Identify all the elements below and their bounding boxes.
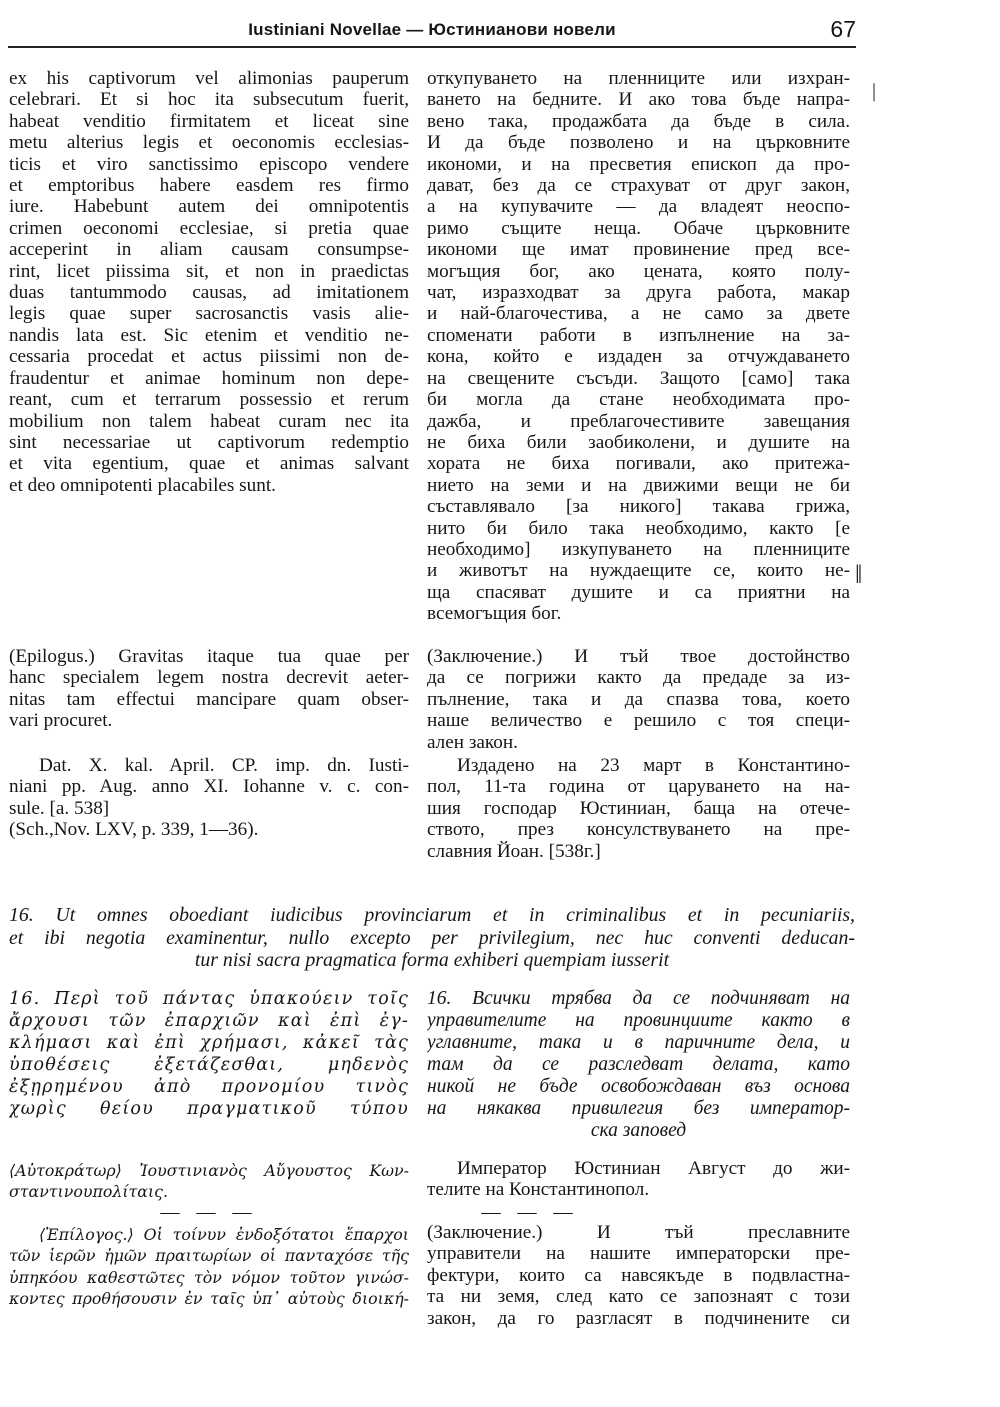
- text-line: съставлявало [за никого] такава грижа,: [427, 496, 850, 518]
- text-line: всемогъщия бог.: [427, 603, 562, 625]
- text-line: legis quae super sacrosanctis vasis alie-: [9, 303, 409, 325]
- text-line: могъщия бог, ако цената, която полу-: [427, 260, 850, 282]
- text-line: споменати работи в изпълнение на за-: [427, 324, 850, 346]
- text-line: кона, който е издаден за отчуждаването: [427, 346, 850, 368]
- separator-greek: — — —: [160, 1202, 258, 1223]
- text-line: nandis lata est. Sic etenim et venditio ne-: [9, 324, 409, 346]
- text-line: duas tantummodo causas, ad imitationem: [9, 282, 409, 304]
- text-line: χωρὶς θείου πραγματικοῦ τύπου: [9, 1099, 409, 1119]
- novel-16-title-line: 16. Ut omnes oboediant iudicibus provinciarum et in criminalibus et in pecuniariis,: [9, 904, 855, 926]
- text-line: (Заключение.) И тъй твое достойнство: [427, 646, 850, 667]
- text-line: Dat. X. kal. April. CP. imp. dn. Iusti-: [39, 755, 409, 776]
- greek-address: [9, 1160, 409, 1203]
- text-line: sint necessariae ut captivorum redemptio: [9, 431, 409, 453]
- text-line: управители на нашите императорски пре-: [427, 1243, 850, 1265]
- text-line: необходимо] изкупуването на пленниците: [427, 538, 850, 560]
- text-line: 16. Всички трябва да се подчиняват на: [427, 988, 850, 1009]
- text-line: κλήμασι καὶ ἐπὶ χρήμασι, κἀκεῖ τὰς: [9, 1033, 409, 1053]
- text-line: и най-благочестива, а не само за двете: [427, 303, 850, 325]
- text-line: cessaria procedat et actus piissimi non de-: [9, 346, 409, 368]
- text-line: et deo omnipotenti placabiles sunt.: [9, 474, 276, 496]
- text-line: ⟨Αὐτοκράτωρ⟩ Ἰουστινιανὸς Αὔγουστος Κων-: [9, 1161, 409, 1180]
- text-line: fraudentur et animae hominum non depe-: [9, 367, 409, 389]
- text-line: пълнение, така и да спазва това, което: [427, 688, 850, 710]
- text-line: нието на земи и на движими вещи не би: [427, 474, 850, 496]
- text-line: vari procuret.: [9, 710, 113, 732]
- text-line: не биха били заобиколени, и душите на: [427, 431, 850, 453]
- text-line: (Заключение.) И тъй преславните: [427, 1222, 850, 1243]
- novel-16-title-line: et ibi negotia examinentur, nullo excepto per privilegium, nec huc conventi deducan-: [9, 926, 855, 949]
- text-line: та ни земя, след като се запознаят с този: [427, 1286, 850, 1308]
- bulgarian-title-16: [427, 988, 850, 1142]
- text-line: никой не бъде освобождаван въз основа: [427, 1076, 850, 1097]
- text-line: rint, licet piissima sit, et non in praedictas: [9, 260, 409, 282]
- text-line: ването на бедните. И ако това бъде напра-: [427, 89, 850, 111]
- page-number: 67: [830, 16, 856, 42]
- text-line: hanc specialem legem nostra decrevit aeter-: [9, 667, 409, 689]
- text-line: ὑποθέσεις ἐξετάζεσθαι, μηδενὸς: [9, 1055, 409, 1075]
- text-line: закон, да го разгласят в подчинените си: [427, 1307, 850, 1329]
- text-line: Император Юстиниан Август до жи-: [457, 1158, 850, 1179]
- text-line: римо същите неща. Обаче църковните: [427, 217, 850, 239]
- text-line: ex his captivorum vel alimonias pauperum: [9, 68, 409, 89]
- text-line: и животът на нуждаещите се, които не-: [427, 560, 850, 582]
- novel-16-title-line: tur nisi sacra pragmatica forma exhiberi quempiam iusserit: [194, 949, 670, 971]
- text-line: τῶν ἱερῶν ἡμῶν πραιτωρίων οἱ πανταχόσε τῆς: [9, 1246, 409, 1266]
- text-line: ща спасяват душите и са приятни на: [427, 581, 850, 603]
- bulgarian-epilogus-2: [427, 1222, 850, 1329]
- bulgarian-address: [427, 1158, 850, 1201]
- text-line: пол, 11-та година от царуването на на-: [427, 776, 850, 798]
- greek-epilogus: [9, 1224, 409, 1310]
- text-line: фектури, които са навсякъде в подвластна-: [427, 1264, 850, 1286]
- text-line: Издадено на 23 март в Константино-: [457, 755, 850, 776]
- latin-dat: [9, 755, 409, 841]
- text-line: наше величество е решило с тоя специ-: [427, 710, 850, 732]
- text-line: sule. [a. 538]: [9, 797, 110, 819]
- text-line: на някаква привилегия без император-: [427, 1098, 850, 1119]
- margin-mark-double: ‖: [855, 560, 863, 589]
- text-line: ството, през консулствуването на пре-: [427, 819, 850, 841]
- text-line: nitas tam effectui mancipare quam obser-: [9, 688, 409, 710]
- text-line: celebrari. Et si hoc ita subsecutum fuerit,: [9, 89, 409, 111]
- latin-text-top: [9, 68, 409, 496]
- text-line: et vita egentium, quae et animas salvant: [9, 453, 409, 475]
- bulgarian-epilogus: [427, 646, 850, 753]
- text-line: κοντες προθήσουσιν ἐν ταῖς ὑπ᾽ αὐτοὺς διοική-: [9, 1289, 409, 1309]
- text-line: iure. Habebunt autem dei omnipotentis: [9, 196, 409, 218]
- text-line: нито би било така необходимо, както [е: [427, 517, 850, 539]
- text-line: crimen oeconomi ecclesiae, si pretia quae: [9, 217, 409, 239]
- text-line: 16. Περὶ τοῦ πάντας ὑπακούειν τοῖς: [9, 989, 409, 1009]
- text-line: mobilium non talem habeat curam nec ita: [9, 410, 409, 432]
- text-line: славния Йоан. [538г.]: [427, 840, 601, 862]
- text-line: углавните, така и в паричните дела, и: [427, 1032, 850, 1053]
- text-line: (Epilogus.) Gravitas itaque tua quae per: [9, 646, 409, 667]
- text-line: дажба, и преблагочестивите завещания: [427, 410, 850, 432]
- novel-16-title: [9, 904, 855, 972]
- latin-epilogus: [9, 646, 409, 732]
- text-line: et emptoribus habere easdem res firmo: [9, 175, 409, 197]
- margin-mark: |: [872, 80, 877, 102]
- text-line: ален закон.: [427, 731, 518, 753]
- text-line: И да бъде позволено и на църковните: [427, 132, 850, 154]
- text-line: ἐξῃρημένου ἀπὸ προνομίου τινὸς: [9, 1077, 409, 1097]
- text-line: acceperint in aliam causam consumpse-: [9, 239, 409, 261]
- bulgarian-text-top: [427, 68, 850, 625]
- text-line: управителите на провинциите както в: [427, 1010, 850, 1031]
- text-line: хората не биха погивали, ако притежа-: [427, 453, 850, 475]
- running-header: [8, 14, 856, 48]
- text-line: чат, изразходват за друга работа, макар: [427, 282, 850, 304]
- text-line: шия господар Юстиниан, баща на отече-: [427, 797, 850, 819]
- text-line: икономи ще имат провинение пред все-: [427, 239, 850, 261]
- text-line: metu alterius legis et oeconomis ecclesias-: [9, 132, 409, 154]
- text-line: ἄρχουσι τῶν ἐπαρχιῶν καὶ ἐπὶ ἐγ-: [9, 1011, 409, 1031]
- text-line: а на купувачите — да владеят неоспо-: [427, 196, 850, 218]
- text-line: σταντινουπολίταις.: [9, 1182, 169, 1202]
- text-line: на свещените съсъди. Защото [само] така: [427, 367, 850, 389]
- text-line: да се погрижи както да предаде за из-: [427, 667, 850, 689]
- text-line: икономи, и на пресветия епископ да про-: [427, 153, 850, 175]
- text-line: reant, cum et terrarum possessio et rerum: [9, 389, 409, 411]
- text-line: откупуването на пленниците или изхран-: [427, 68, 850, 89]
- text-line: (Sch.,Nov. LXV, p. 339, 1—36).: [9, 819, 259, 841]
- text-line: дават, без да се страхуват от друг закон,: [427, 175, 850, 197]
- bulgarian-dat: [427, 755, 850, 862]
- text-line: niani pp. Aug. anno XI. Iohanne v. c. con-: [9, 776, 409, 798]
- text-line: би могла да стане необходимата про-: [427, 389, 850, 411]
- text-line: ⟨Ἐπίλογος.⟩ Οἱ τοίνυν ἐνδοξότατοι ἔπαρχοι: [39, 1225, 409, 1244]
- text-line: habeat venditio firmitatem et liceat sine: [9, 110, 409, 132]
- text-line: ticis et viro sanctissimo episcopo vendere: [9, 153, 409, 175]
- text-line: там да се разследват делата, като: [427, 1054, 850, 1075]
- greek-title: [9, 988, 409, 1120]
- text-line: ска заповед: [590, 1120, 687, 1141]
- text-line: вено така, продажбата да бъде в сила.: [427, 110, 850, 132]
- text-line: ὑπηκόου καθεστῶτες τὸν νόμον τοῦτον γινώσ-: [9, 1267, 409, 1287]
- text-line: телите на Константинопол.: [427, 1179, 650, 1201]
- separator-bulgarian: — — —: [481, 1202, 579, 1223]
- running-title: Iustiniani Novellae — Юстинианови новели: [248, 20, 616, 39]
